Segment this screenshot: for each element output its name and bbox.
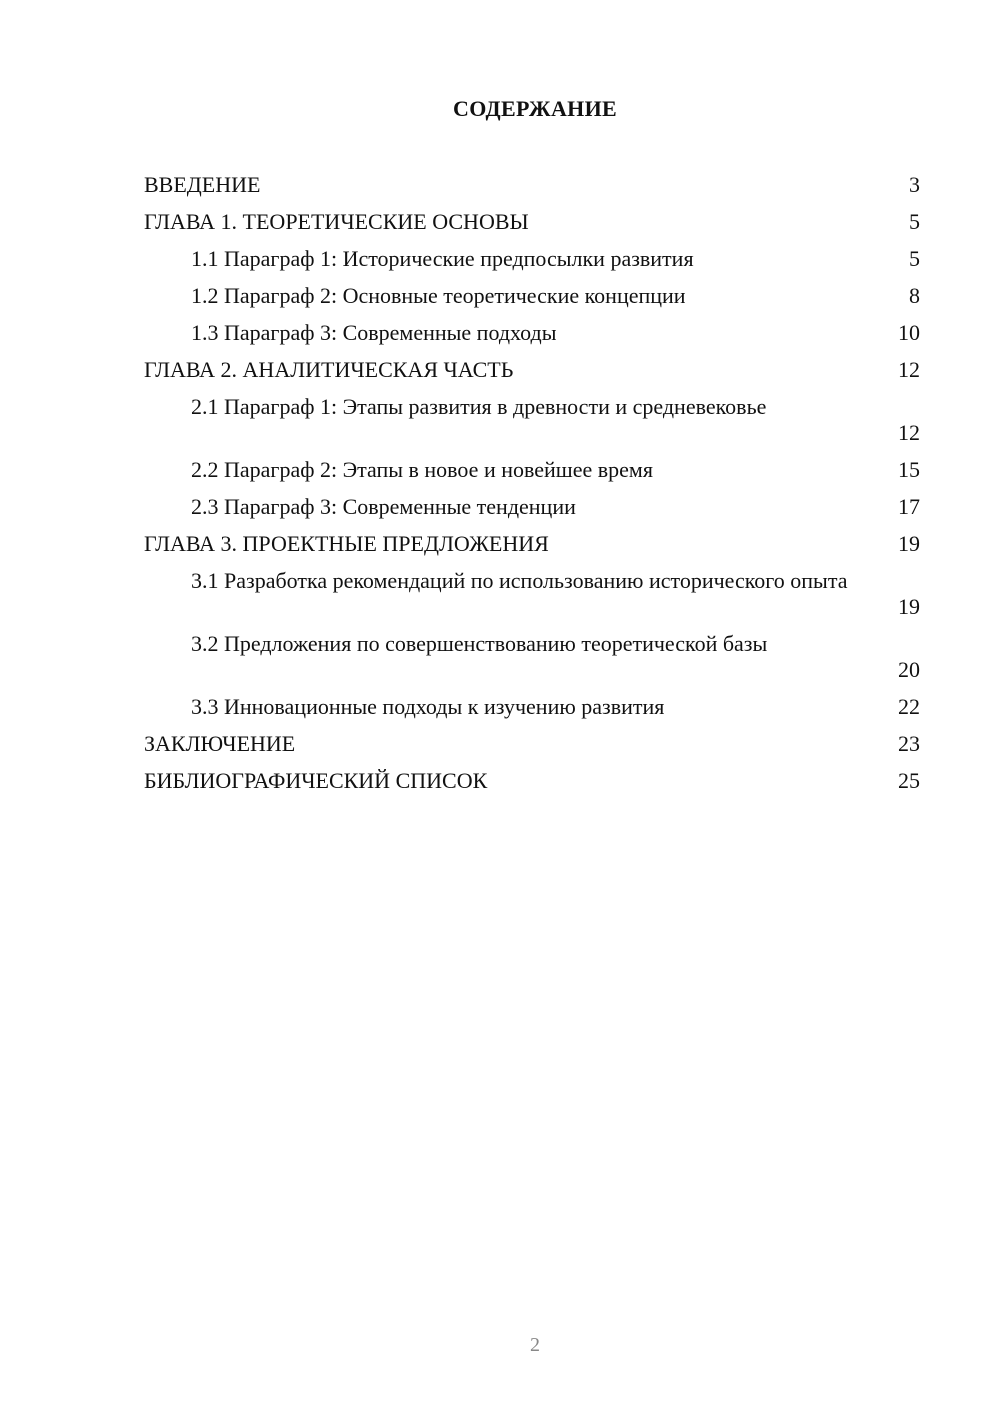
- toc-entry-introduction[interactable]: [144, 168, 920, 205]
- toc-entry-label: ЗАКЛЮЧЕНИЕ: [144, 731, 296, 756]
- toc-entry-section-2-3[interactable]: [144, 490, 920, 527]
- page-number: 2: [530, 1334, 540, 1356]
- toc-entry-chapter-1[interactable]: [144, 205, 920, 242]
- toc-entry-page: 25: [898, 768, 920, 793]
- toc-entry-label: ГЛАВА 2. АНАЛИТИЧЕСКАЯ ЧАСТЬ: [144, 357, 514, 382]
- toc-entry-section-3-2[interactable]: [144, 627, 920, 690]
- toc-entry-section-2-2[interactable]: [144, 453, 920, 490]
- toc-entry-bibliography[interactable]: [144, 764, 920, 801]
- toc-entry-page: 19: [898, 594, 920, 619]
- toc-entry-section-3-1[interactable]: [144, 564, 920, 627]
- toc-entry-page: 19: [898, 531, 920, 556]
- toc-entry-page: 17: [898, 494, 920, 519]
- toc-entry-label: БИБЛИОГРАФИЧЕСКИЙ СПИСОК: [144, 768, 488, 793]
- toc-entry-page: 3: [909, 172, 920, 197]
- toc-title: СОДЕРЖАНИЕ: [453, 96, 617, 121]
- toc-entry-label: 1.3 Параграф 3: Современные подходы: [191, 320, 557, 345]
- toc-entry-label: 2.1 Параграф 1: Этапы развития в древности и средневековье: [191, 394, 767, 419]
- toc-entry-label: ГЛАВА 3. ПРОЕКТНЫЕ ПРЕДЛОЖЕНИЯ: [144, 531, 549, 556]
- toc-entry-section-2-1[interactable]: [144, 390, 920, 453]
- toc-entry-label: 1.1 Параграф 1: Исторические предпосылки развития: [191, 246, 694, 271]
- toc-entry-page: 5: [909, 209, 920, 234]
- toc-entry-chapter-3[interactable]: [144, 527, 920, 564]
- toc-entry-conclusion[interactable]: [144, 727, 920, 764]
- toc-entry-page: 10: [898, 320, 920, 345]
- toc-entry-section-1-2[interactable]: [144, 279, 920, 316]
- toc-entry-page: 8: [909, 283, 920, 308]
- toc-entry-section-3-3[interactable]: [144, 690, 920, 727]
- toc-entry-label: 3.3 Инновационные подходы к изучению развития: [191, 694, 665, 719]
- toc-entry-chapter-2[interactable]: [144, 353, 920, 390]
- toc-entry-label: 3.2 Предложения по совершенствованию теоретической базы: [191, 631, 768, 656]
- toc-entry-section-1-3[interactable]: [144, 316, 920, 353]
- toc-entry-page: 22: [898, 694, 920, 719]
- toc-entry-page: 23: [898, 731, 920, 756]
- toc-entry-label: ВВЕДЕНИЕ: [144, 172, 261, 197]
- toc-entry-page: 12: [898, 420, 920, 445]
- toc-entry-page: 5: [909, 246, 920, 271]
- toc-entry-page: 15: [898, 457, 920, 482]
- toc-entry-label: 1.2 Параграф 2: Основные теоретические концепции: [191, 283, 686, 308]
- toc-entry-page: 20: [898, 657, 920, 682]
- toc-entry-label: 2.2 Параграф 2: Этапы в новое и новейшее время: [191, 457, 653, 482]
- toc-entry-section-1-1[interactable]: [144, 242, 920, 279]
- toc-entry-label: ГЛАВА 1. ТЕОРЕТИЧЕСКИЕ ОСНОВЫ: [144, 209, 529, 234]
- toc-entry-label: 2.3 Параграф 3: Современные тенденции: [191, 494, 576, 519]
- toc-entry-page: 12: [898, 357, 920, 382]
- toc-entry-label: 3.1 Разработка рекомендаций по использованию исторического опыта: [191, 568, 848, 593]
- table-of-contents: [144, 168, 920, 801]
